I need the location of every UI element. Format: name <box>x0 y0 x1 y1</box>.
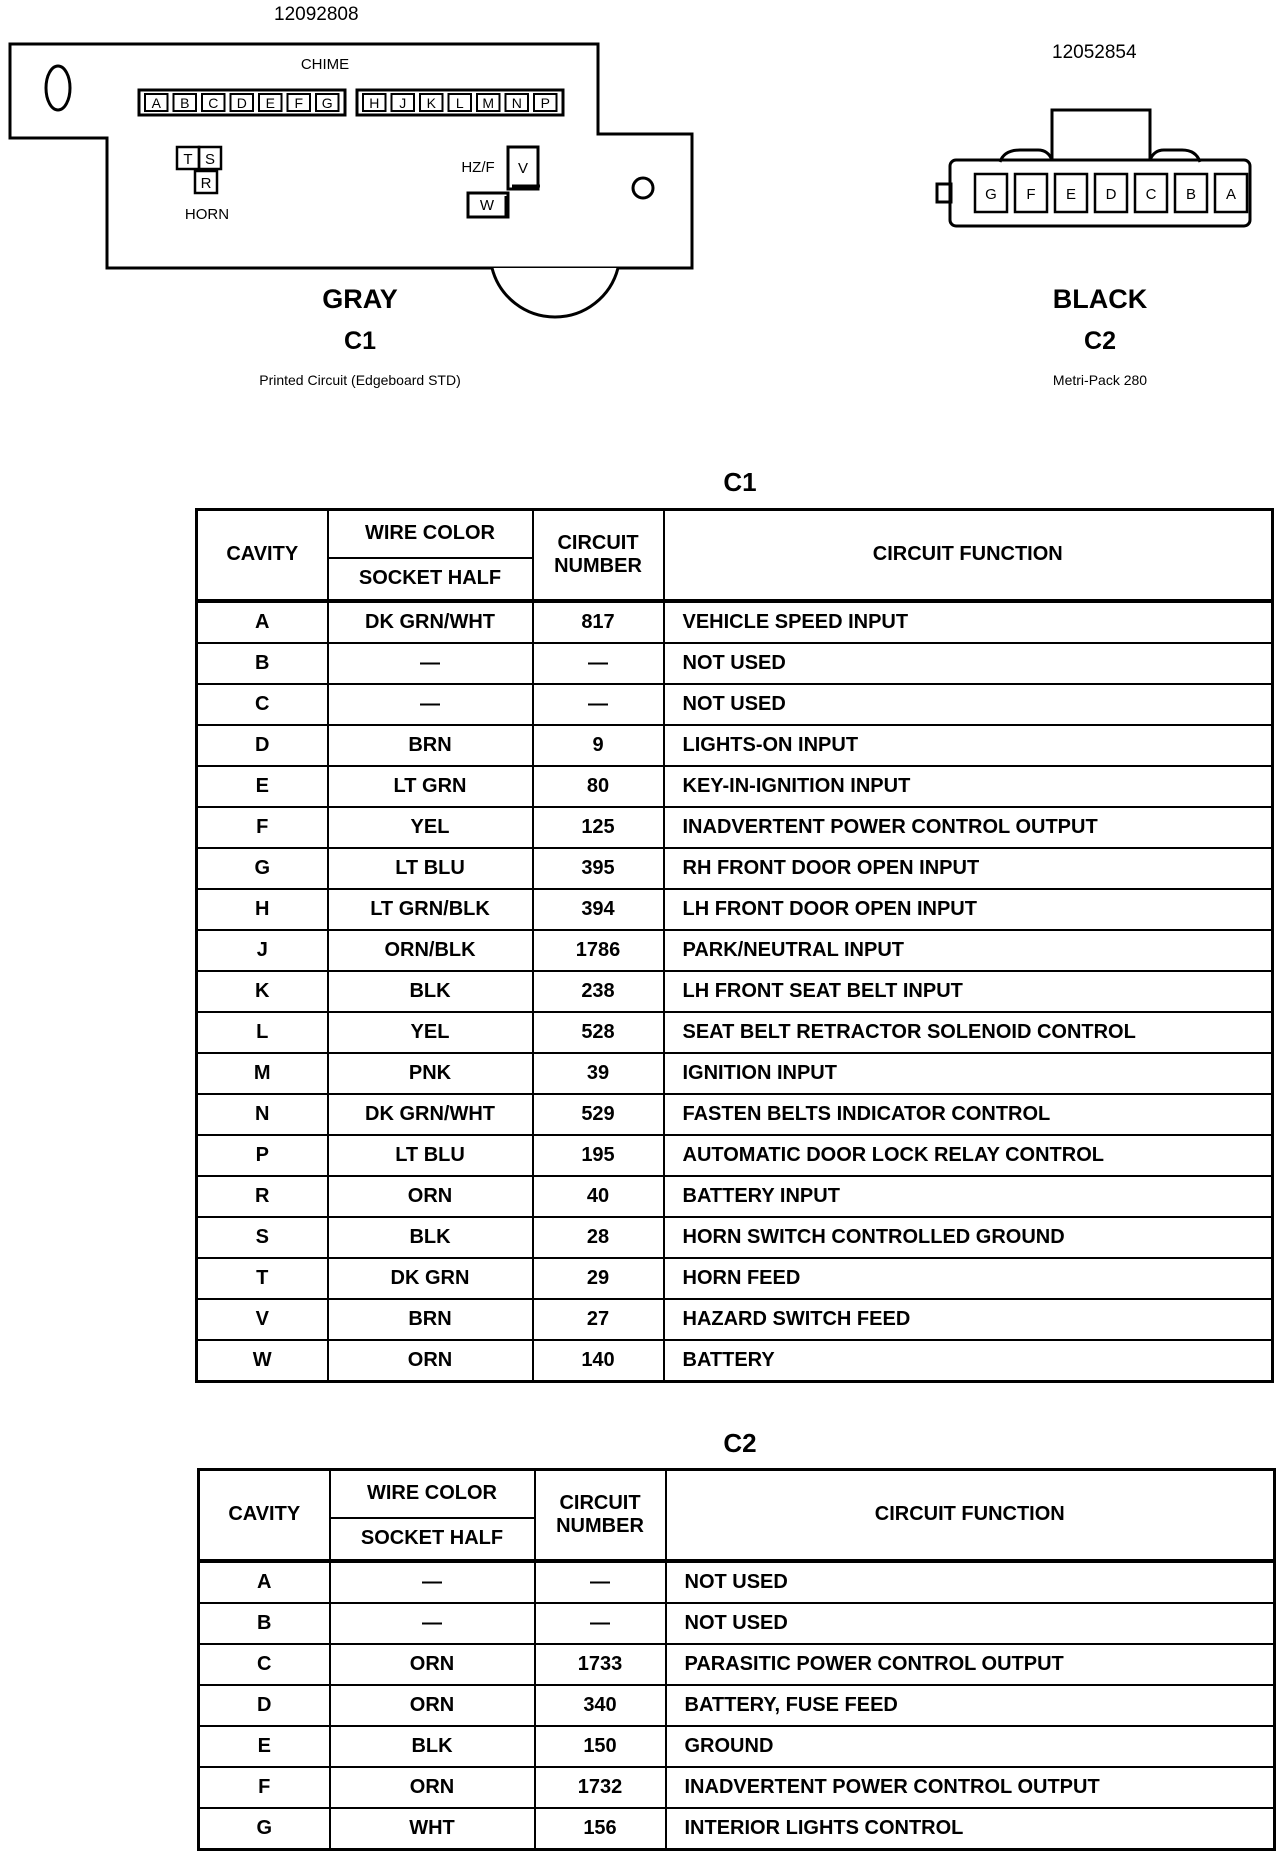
c2-table-row <box>199 1603 1275 1644</box>
c2-header-circuit-function: CIRCUIT FUNCTION <box>666 1470 1275 1561</box>
wire-color-cell: BLK <box>328 971 533 1012</box>
c1-table-row <box>197 643 1273 684</box>
c2-connector-description: Metri-Pack 280 <box>1052 372 1148 388</box>
c2-header-circuit-line1: CIRCUIT <box>559 1491 641 1514</box>
circuit-number-cell: 27 <box>533 1299 664 1340</box>
c1-pin-T-label: T <box>183 151 193 168</box>
circuit-number-cell: 529 <box>533 1094 664 1135</box>
circuit-number-cell: — <box>535 1603 666 1644</box>
c1-header-circuit-number <box>533 510 664 601</box>
circuit-number-cell: 29 <box>533 1258 664 1299</box>
circuit-number-cell: 9 <box>533 725 664 766</box>
wire-color-cell: — <box>330 1603 535 1644</box>
c2-color-label: BLACK <box>1052 284 1148 314</box>
cavity-cell: P <box>197 1135 328 1176</box>
c1-pin-E-label: E <box>265 95 275 111</box>
cavity-cell: A <box>197 601 328 643</box>
c1-table-row <box>197 1012 1273 1053</box>
c2-table-row <box>199 1726 1275 1767</box>
c2-header-circuit-number <box>535 1470 666 1561</box>
wire-color-cell: — <box>330 1561 535 1603</box>
c1-chime-label: CHIME <box>300 56 350 73</box>
cavity-cell: H <box>197 889 328 930</box>
c1-connector-name: C1 <box>344 327 376 355</box>
circuit-function-cell: GROUND <box>666 1726 1275 1767</box>
circuit-number-cell: 156 <box>535 1808 666 1850</box>
cavity-cell: K <box>197 971 328 1012</box>
c2-pin-A-label: A <box>1225 186 1237 203</box>
circuit-function-cell: AUTOMATIC DOOR LOCK RELAY CONTROL <box>664 1135 1273 1176</box>
circuit-function-cell: BATTERY, FUSE FEED <box>666 1685 1275 1726</box>
cavity-cell: B <box>199 1603 330 1644</box>
cavity-cell: M <box>197 1053 328 1094</box>
c1-color-label: GRAY <box>322 284 398 314</box>
c1-horn-label: HORN <box>184 206 230 223</box>
c2-header-wire-color: WIRE COLOR <box>330 1470 535 1518</box>
c2-pinout-table <box>197 1468 1276 1851</box>
c1-header-socket-half: SOCKET HALF <box>328 558 533 601</box>
cavity-cell: E <box>197 766 328 807</box>
circuit-number-cell: 1732 <box>535 1767 666 1808</box>
wire-color-cell: YEL <box>328 807 533 848</box>
circuit-number-cell: 28 <box>533 1217 664 1258</box>
c1-table-caption: C1 <box>723 467 757 497</box>
wire-color-cell: LT GRN <box>328 766 533 807</box>
cavity-cell: D <box>199 1685 330 1726</box>
circuit-number-cell: — <box>533 684 664 725</box>
c1-pin-W-label: W <box>479 197 495 214</box>
wire-color-cell: ORN <box>328 1340 533 1382</box>
cavity-cell: L <box>197 1012 328 1053</box>
c1-pin-B-label: B <box>180 95 190 111</box>
wire-color-cell: BRN <box>328 725 533 766</box>
wire-color-cell: BLK <box>328 1217 533 1258</box>
c2-table-row <box>199 1808 1275 1850</box>
c1-table-row <box>197 1176 1273 1217</box>
c1-pin-F-label: F <box>294 95 304 111</box>
c1-table-row <box>197 848 1273 889</box>
circuit-function-cell: LIGHTS-ON INPUT <box>664 725 1273 766</box>
circuit-number-cell: 80 <box>533 766 664 807</box>
c1-pin-J-label: J <box>399 95 407 111</box>
cavity-cell: D <box>197 725 328 766</box>
cavity-cell: F <box>197 807 328 848</box>
wire-color-cell: — <box>328 643 533 684</box>
circuit-number-cell: — <box>533 643 664 684</box>
c2-pin-D-label: D <box>1105 186 1117 203</box>
circuit-number-cell: 1786 <box>533 930 664 971</box>
cavity-cell: S <box>197 1217 328 1258</box>
cavity-cell: G <box>199 1808 330 1850</box>
circuit-function-cell: NOT USED <box>666 1561 1275 1603</box>
circuit-number-cell: 395 <box>533 848 664 889</box>
c1-table-row <box>197 725 1273 766</box>
cavity-cell: V <box>197 1299 328 1340</box>
c1-part-number: 12092808 <box>274 4 359 25</box>
c1-table-row <box>197 1217 1273 1258</box>
circuit-function-cell: NOT USED <box>666 1603 1275 1644</box>
wire-color-cell: ORN <box>328 1176 533 1217</box>
c1-pin-S-label: S <box>204 151 216 168</box>
c1-header-circuit-function: CIRCUIT FUNCTION <box>664 510 1273 601</box>
cavity-cell: B <box>197 643 328 684</box>
c1-table-row <box>197 766 1273 807</box>
c1-table-row <box>197 889 1273 930</box>
circuit-function-cell: VEHICLE SPEED INPUT <box>664 601 1273 643</box>
cavity-cell: J <box>197 930 328 971</box>
wire-color-cell: PNK <box>328 1053 533 1094</box>
c1-header-circuit-line1: CIRCUIT <box>557 531 639 554</box>
c1-pin-N-label: N <box>511 95 522 111</box>
wire-color-cell: — <box>328 684 533 725</box>
c1-pin-M-label: M <box>482 95 495 111</box>
c2-part-number: 12052854 <box>1052 42 1137 63</box>
c1-table-row <box>197 1135 1273 1176</box>
c2-table-caption: C2 <box>723 1428 757 1458</box>
circuit-function-cell: NOT USED <box>664 684 1273 725</box>
c1-pin-K-label: K <box>426 95 436 111</box>
c2-header-cavity: CAVITY <box>199 1470 330 1561</box>
circuit-function-cell: HORN SWITCH CONTROLLED GROUND <box>664 1217 1273 1258</box>
wire-color-cell: DK GRN/WHT <box>328 1094 533 1135</box>
circuit-function-cell: SEAT BELT RETRACTOR SOLENOID CONTROL <box>664 1012 1273 1053</box>
circuit-function-cell: LH FRONT DOOR OPEN INPUT <box>664 889 1273 930</box>
circuit-number-cell: 340 <box>535 1685 666 1726</box>
c1-pin-L-label: L <box>455 95 464 111</box>
circuit-function-cell: KEY-IN-IGNITION INPUT <box>664 766 1273 807</box>
circuit-number-cell: 140 <box>533 1340 664 1382</box>
c1-header-cavity: CAVITY <box>197 510 328 601</box>
cavity-cell: C <box>199 1644 330 1685</box>
c1-table-row <box>197 1299 1273 1340</box>
cavity-cell: W <box>197 1340 328 1382</box>
wire-color-cell: LT BLU <box>328 848 533 889</box>
c1-table-row <box>197 1094 1273 1135</box>
c2-latch <box>1052 110 1150 160</box>
cavity-cell: F <box>199 1767 330 1808</box>
c2-pin-C-label: C <box>1145 186 1157 203</box>
c2-pin-E-label: E <box>1065 186 1077 203</box>
circuit-function-cell: NOT USED <box>664 643 1273 684</box>
c1-pin-R-label: R <box>200 175 212 192</box>
c1-pin-H-label: H <box>369 95 380 111</box>
c1-table-row <box>197 930 1273 971</box>
c2-table-row <box>199 1685 1275 1726</box>
circuit-number-cell: 528 <box>533 1012 664 1053</box>
circuit-function-cell: HORN FEED <box>664 1258 1273 1299</box>
c1-connector-description: Printed Circuit (Edgeboard STD) <box>259 372 461 388</box>
wire-color-cell: ORN <box>330 1685 535 1726</box>
c2-table-row <box>199 1644 1275 1685</box>
circuit-number-cell: 150 <box>535 1726 666 1767</box>
c2-table-row <box>199 1561 1275 1603</box>
wire-color-cell: DK GRN <box>328 1258 533 1299</box>
wire-color-cell: ORN <box>330 1644 535 1685</box>
circuit-function-cell: BATTERY INPUT <box>664 1176 1273 1217</box>
c1-header-circuit-line2: NUMBER <box>554 554 642 577</box>
circuit-number-cell: 394 <box>533 889 664 930</box>
c2-pin-F-label: F <box>1026 186 1036 203</box>
circuit-number-cell: 40 <box>533 1176 664 1217</box>
wire-color-cell: DK GRN/WHT <box>328 601 533 643</box>
c1-pinout-table <box>195 508 1274 1383</box>
wire-color-cell: LT BLU <box>328 1135 533 1176</box>
c1-connector-body <box>10 44 692 268</box>
cavity-cell: G <box>197 848 328 889</box>
circuit-number-cell: 39 <box>533 1053 664 1094</box>
circuit-function-cell: FASTEN BELTS INDICATOR CONTROL <box>664 1094 1273 1135</box>
cavity-cell: T <box>197 1258 328 1299</box>
c1-pin-C-label: C <box>208 95 219 111</box>
cavity-cell: A <box>199 1561 330 1603</box>
c1-table-row <box>197 971 1273 1012</box>
c2-pin-G-label: G <box>985 186 997 203</box>
circuit-function-cell: BATTERY <box>664 1340 1273 1382</box>
c2-header-socket-half: SOCKET HALF <box>330 1518 535 1561</box>
circuit-function-cell: PARK/NEUTRAL INPUT <box>664 930 1273 971</box>
circuit-number-cell: 125 <box>533 807 664 848</box>
wire-color-cell: LT GRN/BLK <box>328 889 533 930</box>
c1-pin-G-label: G <box>321 95 333 111</box>
c1-table-row <box>197 1258 1273 1299</box>
c1-slot-hole <box>46 66 70 110</box>
circuit-number-cell: 195 <box>533 1135 664 1176</box>
cavity-cell: C <box>197 684 328 725</box>
wire-color-cell: WHT <box>330 1808 535 1850</box>
c2-connector-diagram <box>930 100 1260 240</box>
wire-color-cell: ORN/BLK <box>328 930 533 971</box>
c2-table-row <box>199 1767 1275 1808</box>
c1-table-row <box>197 684 1273 725</box>
circuit-function-cell: HAZARD SWITCH FEED <box>664 1299 1273 1340</box>
c1-pin-A-label: A <box>151 95 161 111</box>
c2-connector-name: C2 <box>1084 327 1116 355</box>
wire-color-cell: BLK <box>330 1726 535 1767</box>
cavity-cell: R <box>197 1176 328 1217</box>
circuit-number-cell: 1733 <box>535 1644 666 1685</box>
circuit-function-cell: INADVERTENT POWER CONTROL OUTPUT <box>666 1767 1275 1808</box>
c1-table-row <box>197 807 1273 848</box>
c1-table-row <box>197 601 1273 643</box>
circuit-number-cell: — <box>535 1561 666 1603</box>
circuit-function-cell: LH FRONT SEAT BELT INPUT <box>664 971 1273 1012</box>
c1-pin-D-label: D <box>236 95 247 111</box>
c1-header-wire-color: WIRE COLOR <box>328 510 533 558</box>
c1-table-row <box>197 1053 1273 1094</box>
c1-pin-P-label: P <box>540 95 550 111</box>
circuit-function-cell: INTERIOR LIGHTS CONTROL <box>666 1808 1275 1850</box>
c1-round-hole <box>633 178 653 198</box>
circuit-function-cell: IGNITION INPUT <box>664 1053 1273 1094</box>
circuit-function-cell: RH FRONT DOOR OPEN INPUT <box>664 848 1273 889</box>
c1-pin-V-label: V <box>517 160 529 177</box>
circuit-number-cell: 238 <box>533 971 664 1012</box>
cavity-cell: E <box>199 1726 330 1767</box>
c2-pin-B-label: B <box>1185 186 1197 203</box>
c1-connector-tab <box>492 268 618 317</box>
circuit-function-cell: PARASITIC POWER CONTROL OUTPUT <box>666 1644 1275 1685</box>
circuit-function-cell: INADVERTENT POWER CONTROL OUTPUT <box>664 807 1273 848</box>
c1-table-row <box>197 1340 1273 1382</box>
c2-header-circuit-line2: NUMBER <box>556 1514 644 1537</box>
wire-color-cell: YEL <box>328 1012 533 1053</box>
wire-color-cell: BRN <box>328 1299 533 1340</box>
circuit-number-cell: 817 <box>533 601 664 643</box>
c1-hazard-label: HZ/F <box>461 159 495 176</box>
cavity-cell: N <box>197 1094 328 1135</box>
wire-color-cell: ORN <box>330 1767 535 1808</box>
